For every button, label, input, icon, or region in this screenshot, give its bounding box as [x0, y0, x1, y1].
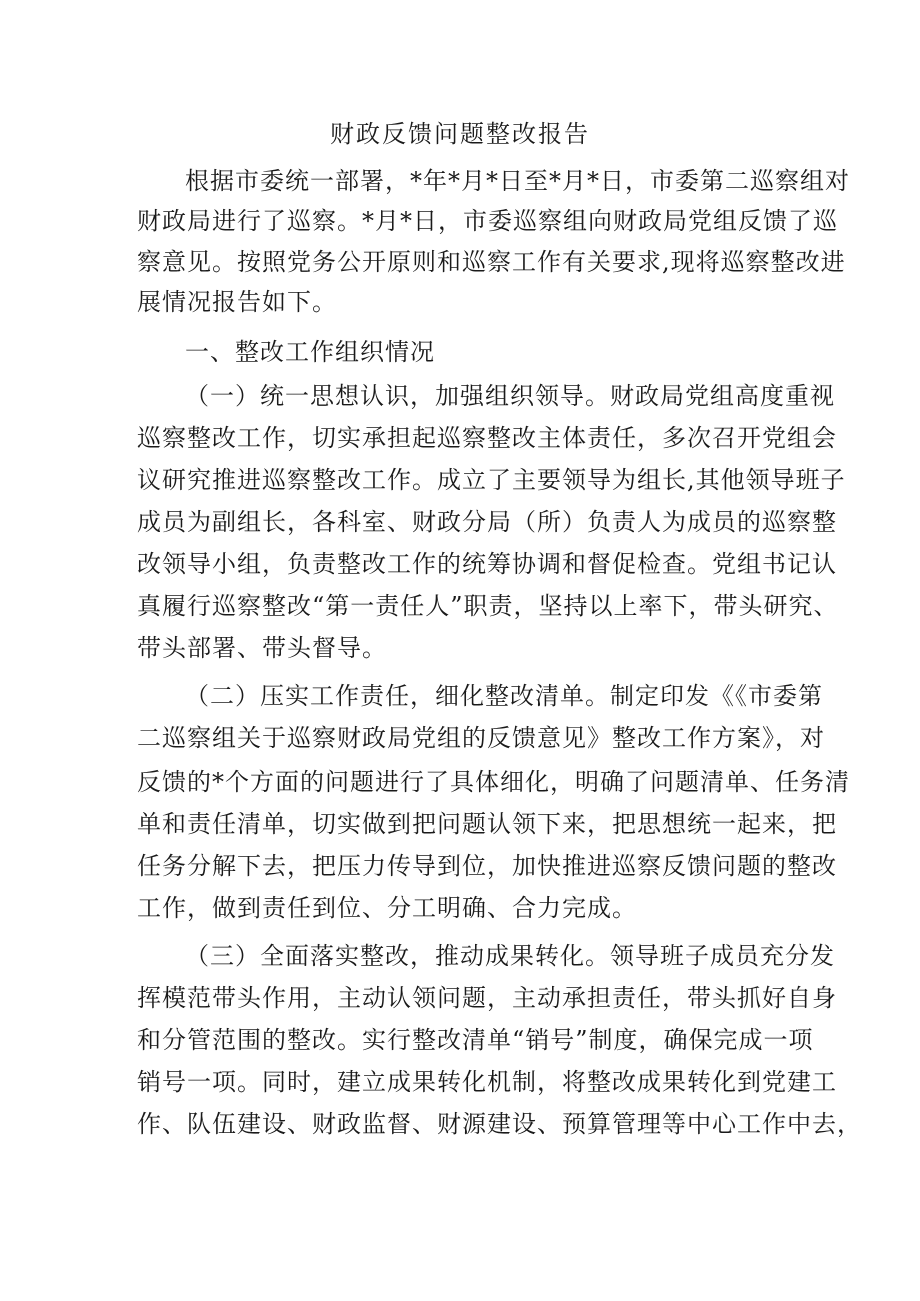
paragraph-2-line-4: 单和责任清单，切实做到把问题认领下来，把思想统一起来，把: [137, 810, 837, 838]
paragraph-intro-line-4: 展情况报告如下。: [137, 288, 337, 316]
section-heading-1: 一、整改工作组织情况: [185, 338, 435, 366]
paragraph-2-line-6: 工作，做到责任到位、分工明确、合力完成。: [137, 894, 637, 922]
paragraph-2-line-5: 任务分解下去，把压力传导到位，加快推进巡察反馈问题的整改: [137, 852, 837, 880]
paragraph-3-line-4: 销号一项。同时，建立成果转化机制，将整改成果转化到党建工: [137, 1068, 837, 1096]
paragraph-3-line-3: 和分管范围的整改。实行整改清单“销号”制度，确保完成一项: [137, 1026, 814, 1054]
paragraph-2-line-2: 二巡察组关于巡察财政局党组的反馈意见》整改工作方案》，对: [137, 724, 825, 752]
paragraph-intro-line-2: 财政局进行了巡察。*月*日，市委巡察组向财政局党组反馈了巡: [137, 207, 838, 235]
paragraph-intro-line-3: 察意见。按照党务公开原则和巡察工作有关要求,现将巡察整改进: [137, 248, 846, 276]
paragraph-3-line-5: 作、队伍建设、财政监督、财源建设、预算管理等中心工作中去，: [137, 1110, 862, 1138]
document-title: 财政反馈问题整改报告: [330, 120, 590, 148]
paragraph-1-line-3: 议研究推进巡察整改工作。成立了主要领导为组长,其他领导班子: [137, 466, 846, 494]
paragraph-1-line-5: 改领导小组，负责整改工作的统筹协调和督促检查。党组书记认: [137, 550, 837, 578]
paragraph-3-line-1: （三）全面落实整改，推动成果转化。领导班子成员充分发: [185, 942, 835, 970]
paragraph-1-line-4: 成员为副组长，各科室、财政分局（所）负责人为成员的巡察整: [137, 508, 837, 536]
paragraph-1-line-7: 带头部署、带头督导。: [137, 634, 387, 662]
paragraph-1-line-1: （一）统一思想认识，加强组织领导。财政局党组高度重视: [185, 382, 835, 410]
paragraph-3-line-2: 挥模范带头作用，主动认领问题，主动承担责任，带头抓好自身: [137, 984, 837, 1012]
paragraph-2-line-3: 反馈的*个方面的问题进行了具体细化，明确了问题清单、任务清: [137, 768, 850, 796]
paragraph-1-line-6: 真履行巡察整改“第一责任人”职责，坚持以上率下，带头研究、: [137, 592, 839, 620]
paragraph-2-line-1: （二）压实工作责任，细化整改清单。制定印发《《市委第: [185, 682, 823, 710]
paragraph-1-line-2: 巡察整改工作，切实承担起巡察整改主体责任，多次召开党组会: [137, 424, 837, 452]
paragraph-intro-line-1: 根据市委统一部署，*年*月*日至*月*日，市委第二巡察组对: [185, 167, 850, 195]
